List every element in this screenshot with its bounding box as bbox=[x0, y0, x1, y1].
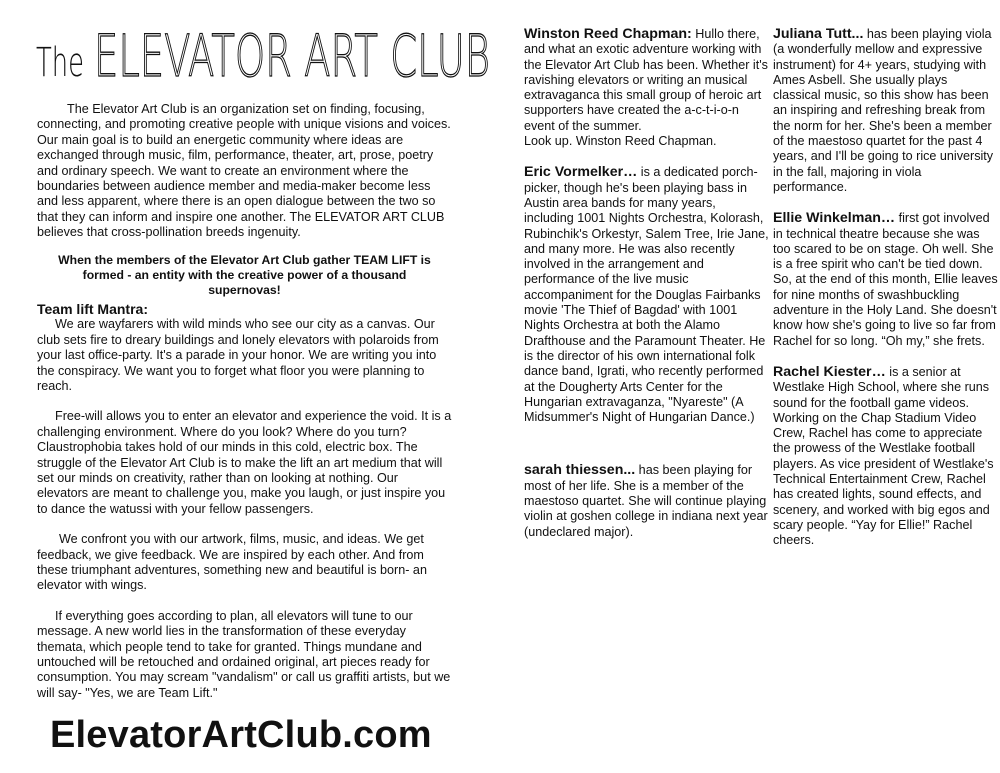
bio-eric bbox=[524, 165, 769, 425]
title-prefix: The bbox=[36, 40, 84, 86]
bio-winston bbox=[524, 27, 769, 149]
bio-name: Winston Reed Chapman: bbox=[524, 26, 692, 42]
right-bio-column bbox=[773, 27, 998, 549]
bio-text: has been playing viola (a wonderfully mellow and expressive instrument) for 4+ years, studying with Ames Asbell. She usually plays classical music, so this show has been an inspiring and refreshing break from the norm for her. She's been a member of the maestoso quartet for the past 4 years, and I'll be going to rice university in the fall, majoring in viola performance. bbox=[773, 27, 994, 194]
title-lettering bbox=[30, 18, 500, 88]
team-lift-callout: When the members of the Elevator Art Club gather TEAM LIFT is formed - an entity with the creative power of a thousand supernovas! bbox=[58, 252, 431, 298]
bio-name: Ellie Winkelman… bbox=[773, 210, 896, 227]
title-main: ELEVATOR ART CLUB bbox=[94, 22, 490, 88]
bio-ellie bbox=[773, 211, 998, 349]
mantra-paragraph-1: We are wayfarers with wild minds who see our city as a canvas. Our club sets fire to dreary buildings and lonely elevators with polaroids from your last office-party. It's a parade in your honor. We are writing you into the conspiracy. We want you to forget what floor you were planning to reach. bbox=[37, 317, 439, 393]
bio-name: Rachel Kiester… bbox=[773, 363, 886, 380]
bio-name: sarah thiessen... bbox=[524, 462, 636, 479]
website-url[interactable]: ElevatorArtClub.com bbox=[50, 714, 432, 756]
bio-sarah bbox=[524, 463, 769, 539]
bio-text: first got involved in technical theatre because she was too scared to be on stage. Oh well. She is a free spirit who can't be tied down. So, at the end of this month, Ellie leaves for nine months of swashbuckling adventure in the Holy Land. She doesn't know how she's going to live so far from Rachel for so long. “Oh my,” she frets. bbox=[773, 211, 998, 348]
mantra-paragraph-4: If everything goes according to plan, all elevators will tune to our message. A new world lies in the transformation of these everyday themata, which people tend to take for granted. Things mundane and untouched will be retouched and ordained original, art pieces ready for consumption. You may scream "vandalism" or call us graffiti artists, but we will say- "Yes, we are Team Lift." bbox=[37, 608, 451, 700]
bio-name: Juliana Tutt... bbox=[773, 26, 864, 42]
bio-text: is a senior at Westlake High School, where she runs sound for the football game videos. Working on the Chap Stadium Video Crew, Rachel has come to appreciate the prowess of the Westlake football players. As vice president of Westlake's Technical Entertainment Crew, Rachel has created lights, sound effects, and scenery, and worked with big egos and scary people. “Yay for Ellie!” Rachel cheers. bbox=[773, 364, 994, 548]
bio-name: Eric Vormelker… bbox=[524, 164, 638, 181]
bio-text: is a dedicated porch-picker, though he's been playing bass in Austin area bands for many years, including 1001 Nights Orchestra, Kolorash, Rubinchik's Orkestyr, Salem Tree, Irie Jane, and many more. He was also recently involved in the arrangement and performance of the live music accompaniment for the Douglas Fairbanks movie 'The Thief of Bagdad' with 1001 Nights Orchestra at both the Alamo Drafthouse and the Paramount Theater. He is the director of his own international folk dance band, Igrati, who recently performed at the Dougherty Arts Center for the Hungarian extravaganza, "Nyareste" (A Midsummer's Night of Hungarian Dance.) bbox=[524, 165, 769, 425]
mantra-paragraph-2: Free-will allows you to enter an elevator and experience the void. It is a challenging environment. Where do you look? Where do you turn? Claustrophobia takes hold of our minds in this cold, electric box. The struggle of the Elevator Art Club is to make the lift an art medium that will set our minds on creativity, rather than on looking at nothing. Our elevators are meant to challenge you, make you laugh, or just inspire you to dance the watussi with your fellow passengers. bbox=[37, 409, 452, 516]
bio-text: has been playing for most of her life. She is a member of the maestoso quartet. She will continue playing violin at goshen college in indiana next year (undeclared major). bbox=[524, 463, 768, 539]
bio-text: Hullo there, and what an exotic adventure working with the Elevator Art Club has been. Whether it's ravishing elevators or writing an musical extravaganca this small group of heroic art supporters have created the a-c-t-i-o-n event of the summer. bbox=[524, 27, 768, 133]
middle-bio-column bbox=[524, 27, 769, 540]
mantra-heading: Team lift Mantra: bbox=[37, 300, 148, 317]
bio-rachel bbox=[773, 365, 998, 549]
bio-signoff: Look up. Winston Reed Chapman. bbox=[524, 134, 717, 149]
bio-juliana bbox=[773, 27, 998, 195]
intro-paragraph: The Elevator Art Club is an organization set on finding, focusing, connecting, and promoting creative people with unique visions and voices. Our main goal is to build an energetic community where ideas are exchanged through music, film, performance, theater, art, prose, poetry and ordinary speech. We want to create an environment where the boundaries between audience member and media-maker become less and less apparent, where there is an open dialogue between the two so that they can inform and inspire one another. The ELEVATOR ART CLUB believes that cross-pollination breeds ingenuity. bbox=[37, 102, 451, 240]
left-column bbox=[37, 102, 452, 701]
handwritten-title bbox=[30, 18, 500, 88]
mantra-paragraph-3: We confront you with our artwork, films, music, and ideas. We get feedback, we give feedback. We are inspired by each other. And from these triumphant adventures, something new and beautiful is born- an elevator with wings. bbox=[37, 532, 427, 593]
